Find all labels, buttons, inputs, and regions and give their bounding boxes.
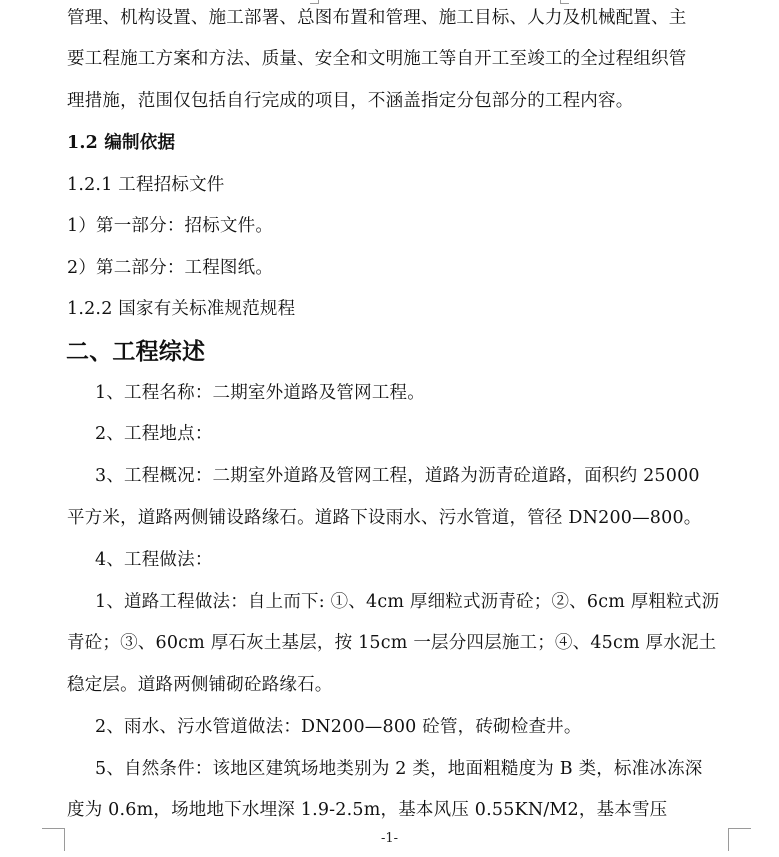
body-text-line: 管理、机构设置、施工部署、总图布置和管理、施工目标、人力及机械配置、主 [67, 8, 687, 28]
subsection-heading: 1.2.2 国家有关标准规范规程 [67, 299, 296, 319]
list-item: 1）第一部分：招标文件。 [67, 216, 274, 236]
page-number: -1- [380, 831, 399, 846]
crop-mark-top-left [310, 0, 319, 4]
body-text-line: 4、工程做法： [95, 550, 213, 570]
crop-mark-top-right [560, 0, 569, 4]
subsection-heading: 1.2.1 工程招标文件 [67, 175, 225, 195]
body-text-line: 平方米，道路两侧铺设路缘石。道路下设雨水、污水管道，管径 DN200—800。 [67, 508, 702, 528]
body-text-line: 要工程施工方案和方法、质量、安全和文明施工等自开工至竣工的全过程组织管 [67, 49, 687, 69]
body-text-line: 1、工程名称：二期室外道路及管网工程。 [95, 383, 425, 403]
body-text-line: 度为 0.6m，场地地下水埋深 1.9-2.5m，基本风压 0.55KN/M2，基本雪压 [67, 800, 668, 820]
list-item: 2）第二部分：工程图纸。 [67, 258, 274, 278]
section-heading: 1.2 编制依据 [67, 133, 176, 153]
body-text-line: 理措施，范围仅包括自行完成的项目，不涵盖指定分包部分的工程内容。 [67, 91, 634, 111]
chapter-heading: 二、工程综述 [66, 338, 206, 365]
body-text-line: 1、道路工程做法：自上而下: ①、4cm 厚细粒式沥青砼；②、6cm 厚粗粒式沥 [95, 592, 720, 612]
body-text-line: 青砼；③、60cm 厚石灰土基层，按 15cm 一层分四层施工；④、45cm 厚水泥土 [67, 633, 717, 653]
body-text-line: 稳定层。道路两侧铺砌砼路缘石。 [67, 675, 333, 695]
body-text-line: 2、雨水、污水管道做法：DN200—800 砼管，砖砌检查井。 [95, 717, 582, 737]
body-text-line: 3、工程概况：二期室外道路及管网工程，道路为沥青砼道路，面积约 25000 [95, 466, 700, 486]
body-text-line: 2、工程地点： [95, 424, 213, 444]
body-text-line: 5、自然条件：该地区建筑场地类别为 2 类，地面粗糙度为 B 类，标准冰冻深 [95, 759, 703, 779]
